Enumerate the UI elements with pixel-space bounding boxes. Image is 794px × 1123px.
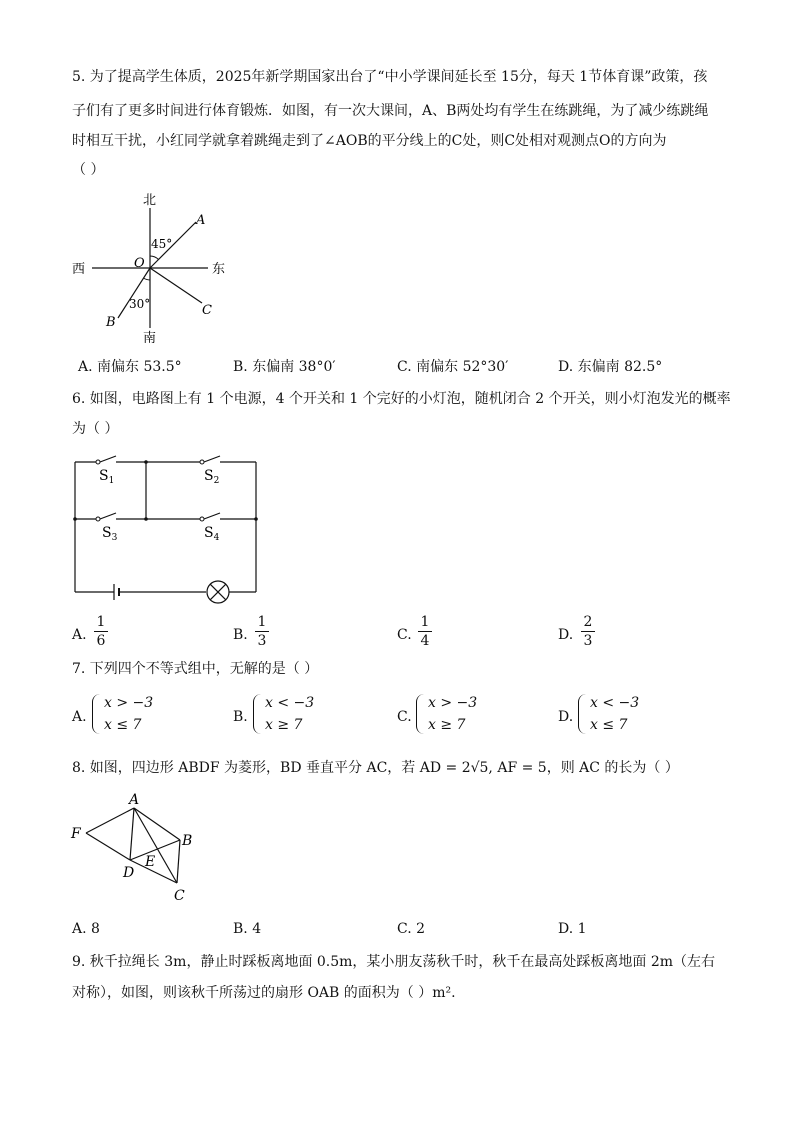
q7-option-d-system bbox=[578, 692, 639, 736]
q5-text-line-1: 5. 为了提高学生体质，2025年新学期国家出台了“中小学课间延长至 15分，每天 1节体育课”政策，孩 bbox=[72, 69, 708, 85]
q5-option-b[interactable]: B. 东偏南 38°0′ bbox=[233, 359, 336, 375]
q8-point-d: D bbox=[123, 865, 135, 881]
q7-option-a-bottom: x ≤ 7 bbox=[104, 717, 142, 733]
q9-text-line-1: 9. 秋千拉绳长 3m，静止时踩板离地面 0.5m，某小朋友荡秋千时，秋千在最高处踩板离地面 2m（左右 bbox=[72, 954, 716, 970]
q6-option-a-fraction bbox=[94, 614, 108, 649]
q6-option-a-label: A. bbox=[72, 627, 87, 643]
q5-text-line-2: 子们有了更多时间进行体育锻炼．如图，有一次大课间，A、B两处均有学生在练跳绳，为了减少练跳绳 bbox=[72, 103, 709, 119]
q8-text-line-1: 8. 如图，四边形 ABDF 为菱形，BD 垂直平分 AC，若 AD = 2√5, AF = 5，则 AC 的长为（ ） bbox=[72, 760, 679, 776]
q5-point-a: A bbox=[196, 213, 206, 228]
q6-option-d-fraction bbox=[581, 614, 595, 649]
q5-answer-paren: （ ） bbox=[72, 162, 105, 178]
q8-option-a[interactable]: A. 8 bbox=[72, 921, 100, 937]
q7-option-b-bottom: x ≥ 7 bbox=[265, 717, 303, 733]
q5-west-label: 西 bbox=[72, 262, 86, 277]
q6-switch-s1-sub: 1 bbox=[108, 476, 115, 486]
q6-switch-s4-sub: 4 bbox=[213, 533, 220, 543]
q6-circuit-figure bbox=[70, 450, 270, 610]
q6-option-a-num: 1 bbox=[96, 614, 106, 630]
q6-switch-s1: S bbox=[99, 468, 109, 484]
svg-text:S3 bbox=[102, 525, 118, 543]
q7-option-a-label: A. bbox=[72, 709, 87, 725]
svg-text:S4 bbox=[204, 525, 220, 543]
q7-option-d-bottom: x ≤ 7 bbox=[590, 717, 628, 733]
q7-option-a-system bbox=[92, 692, 153, 736]
q5-point-c: C bbox=[202, 303, 212, 318]
q6-option-c-label: C. bbox=[397, 627, 412, 643]
q7-option-b-label: B. bbox=[233, 709, 248, 725]
q6-option-d-label: D. bbox=[558, 627, 574, 643]
q5-option-a[interactable]: A. 南偏东 53.5° bbox=[78, 359, 182, 375]
q6-option-b-fraction bbox=[255, 614, 269, 649]
q6-text-line-2: 为（ ） bbox=[72, 421, 119, 437]
q7-option-d-top: x < −3 bbox=[590, 695, 640, 711]
q5-angle-45: 45° bbox=[151, 237, 173, 251]
q7-option-c-bottom: x ≥ 7 bbox=[428, 717, 466, 733]
q8-point-f: F bbox=[71, 826, 81, 842]
q6-text-line-1: 6. 如图，电路图上有 1 个电源，4 个开关和 1 个完好的小灯泡，随机闭合 2 个开关，则小灯泡发光的概率 bbox=[72, 391, 731, 407]
svg-text:S2 bbox=[204, 468, 219, 486]
q8-point-c: C bbox=[174, 888, 185, 904]
q5-south-label: 南 bbox=[143, 331, 157, 346]
q5-compass-figure bbox=[70, 190, 240, 350]
q6-option-c-num: 1 bbox=[420, 614, 430, 630]
q7-text-line-1: 7. 下列四个不等式组中，无解的是（ ） bbox=[72, 661, 319, 677]
q6-option-c-fraction bbox=[418, 614, 432, 649]
q6-option-d-den: 3 bbox=[583, 633, 593, 649]
q8-rhombus-figure bbox=[70, 792, 200, 910]
q6-option-a-den: 6 bbox=[96, 633, 106, 649]
q6-option-b-den: 3 bbox=[257, 633, 267, 649]
q5-angle-30: 30° bbox=[129, 297, 151, 311]
q6-switch-s4: S bbox=[204, 525, 214, 541]
q6-switch-s2-sub: 2 bbox=[213, 476, 220, 486]
q8-option-b[interactable]: B. 4 bbox=[233, 921, 262, 937]
q6-option-b-num: 1 bbox=[257, 614, 267, 630]
q8-option-d[interactable]: D. 1 bbox=[558, 921, 587, 937]
q6-switch-s2: S bbox=[204, 468, 214, 484]
q5-north-label: 北 bbox=[143, 193, 157, 208]
q7-option-c-system bbox=[416, 692, 477, 736]
q9-text-line-2: 对称），如图，则该秋千所荡过的扇形 OAB 的面积为（ ）m². bbox=[72, 985, 456, 1001]
q6-switch-s3-sub: 3 bbox=[111, 533, 118, 543]
q7-option-d-label: D. bbox=[558, 709, 574, 725]
q5-east-label: 东 bbox=[212, 262, 226, 277]
q8-point-b: B bbox=[182, 833, 193, 849]
q7-option-c-label: C. bbox=[397, 709, 412, 725]
q8-point-e: E bbox=[145, 854, 156, 870]
q7-option-a-top: x > −3 bbox=[104, 695, 154, 711]
q7-option-b-system bbox=[253, 692, 314, 736]
q5-text-line-3: 时相互干扰，小红同学就拿着跳绳走到了∠AOB的平分线上的C处，则C处相对观测点O的方向为 bbox=[72, 133, 667, 149]
svg-text:S1 bbox=[99, 468, 114, 486]
q5-point-b: B bbox=[106, 315, 116, 330]
q7-option-b-top: x < −3 bbox=[265, 695, 315, 711]
q8-option-c[interactable]: C. 2 bbox=[397, 921, 426, 937]
q6-option-b-label: B. bbox=[233, 627, 248, 643]
q6-option-d-num: 2 bbox=[583, 614, 593, 630]
q5-point-o: O bbox=[134, 256, 145, 271]
q5-option-d[interactable]: D. 东偏南 82.5° bbox=[558, 359, 663, 375]
q8-point-a: A bbox=[129, 792, 140, 808]
q6-switch-s3: S bbox=[102, 525, 112, 541]
q5-option-c[interactable]: C. 南偏东 52°30′ bbox=[397, 359, 509, 375]
q7-option-c-top: x > −3 bbox=[428, 695, 478, 711]
q6-option-c-den: 4 bbox=[420, 633, 430, 649]
